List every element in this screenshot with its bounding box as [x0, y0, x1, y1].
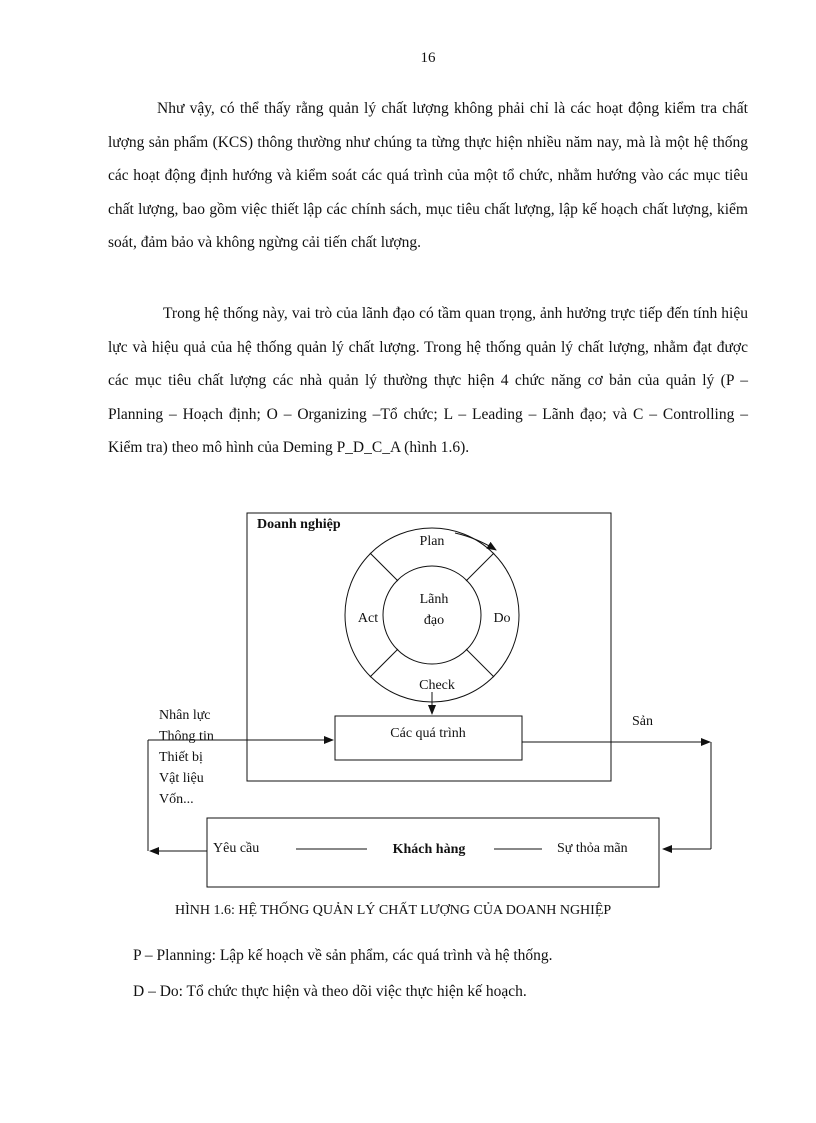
cycle-plan-label: Plan — [419, 534, 445, 549]
definition-planning: P – Planning: Lập kế hoạch về sản phẩm, các quá trình và hệ thống. — [133, 947, 553, 964]
paragraph-leadership-role: Trong hệ thống này, vai trò của lãnh đạo có tầm quan trọng, ảnh hưởng trực tiếp đến tính hiệu lực và hiệu quả của hệ thống quản lý chất lượng. Trong hệ thống quản lý chất lượng, nhằm đạt được các mục tiêu chất lượng các nhà quản lý thường thực hiện 4 chức năng cơ bản của quản lý (P – Planning – Hoạch định; O – Organizing –Tổ chức; L – Leading – Lãnh đạo; và C – Controlling – Kiểm tra) theo mô hình của Deming P_D_C_A (hình 1.6). — [108, 305, 748, 456]
cycle-act-label: Act — [357, 611, 379, 626]
input-materials: Vật liệu — [159, 771, 204, 786]
input-capital: Vốn... — [159, 792, 194, 807]
customer-satisfaction: Sự thỏa mãn — [557, 841, 628, 856]
center-leadership-line1: Lãnh — [419, 592, 449, 607]
input-human-resources: Nhân lực — [159, 708, 211, 723]
center-leadership-line2: đạo — [423, 613, 445, 628]
cycle-check-label: Check — [419, 678, 455, 693]
paragraph-quality-management: Như vậy, có thể thấy rằng quản lý chất lượng không phải chỉ là các hoạt động kiểm tra chất lượng sản phẩm (KCS) thông thường như chúng ta từng thực hiện nhiều năm nay, mà là một hệ thống các hoạt động định hướng và kiểm soát các quá trình của một tổ chức, nhằm hướng vào các mục tiêu chất lượng, bao gồm việc thiết lập các chính sách, mục tiêu chất lượng, lập kế hoạch chất lượng, kiểm soát, đảm bảo và không ngừng cải tiến chất lượng. — [108, 100, 748, 251]
cycle-direction-arrow — [455, 533, 496, 550]
enterprise-label: Doanh nghiệp — [257, 517, 341, 532]
process-label: Các quá trình — [390, 726, 466, 741]
figure-caption: HÌNH 1.6: HỆ THỐNG QUẢN LÝ CHẤT LƯỢNG CỦA DOANH NGHIỆP — [175, 903, 612, 918]
cycle-do-label: Do — [493, 611, 511, 626]
definition-do: D – Do: Tổ chức thực hiện và theo dõi việc thực hiện kế hoạch. — [133, 983, 527, 1000]
page-number: 16 — [420, 50, 436, 66]
customer-title: Khách hàng — [392, 842, 466, 857]
output-label: Sản — [632, 714, 653, 729]
quality-system-diagram — [0, 500, 816, 895]
customer-requirements: Yêu cầu — [213, 841, 260, 856]
input-information: Thông tin — [159, 729, 214, 744]
input-equipment: Thiết bị — [159, 750, 203, 765]
